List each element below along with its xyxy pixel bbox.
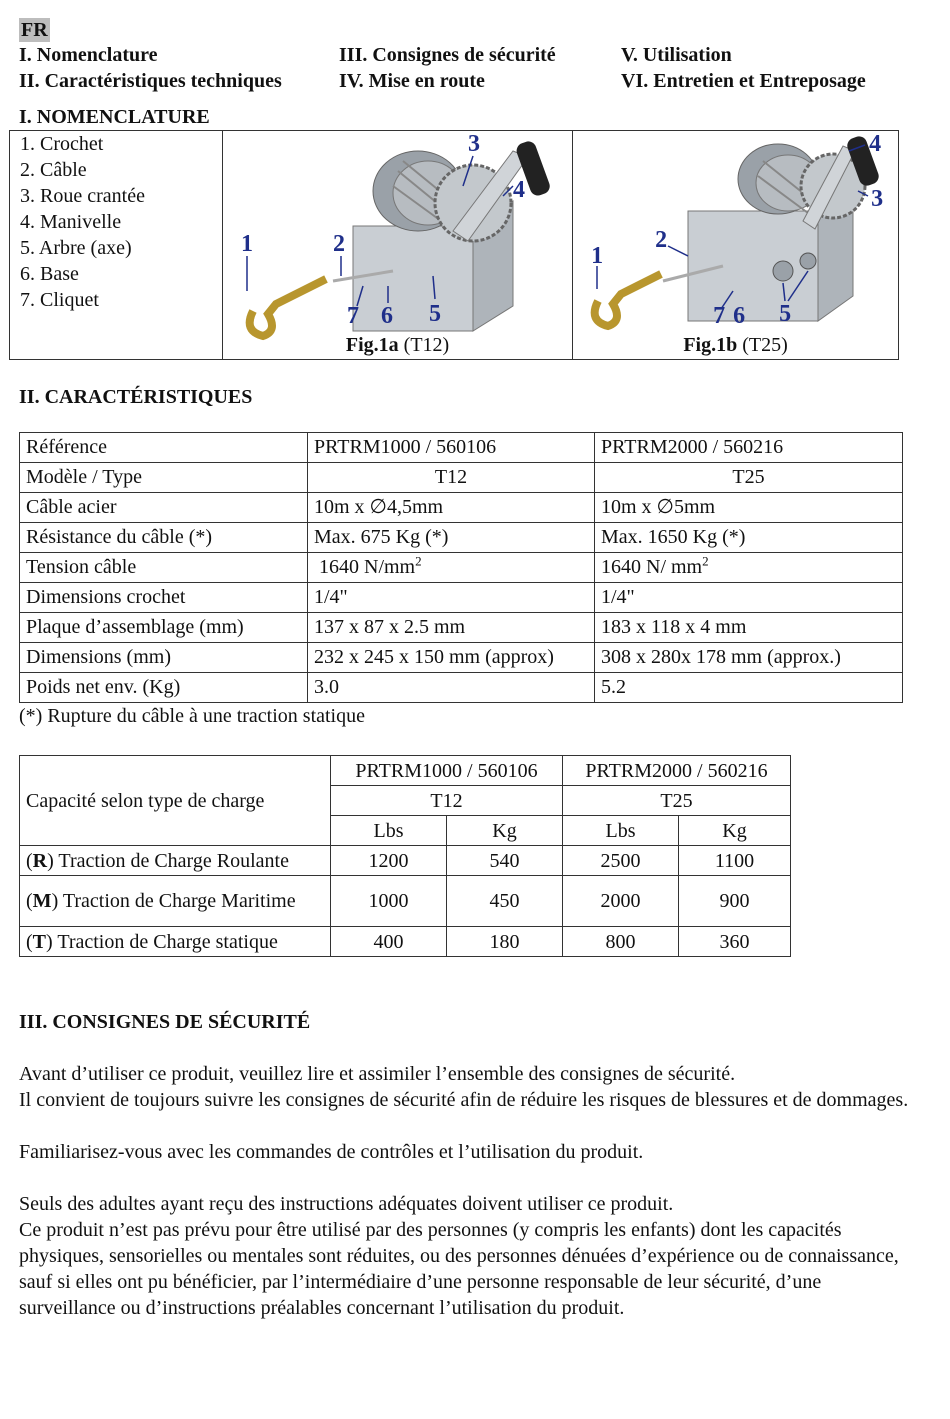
table-cell: 400 (331, 927, 447, 957)
safety-paragraph: Familiarisez-vous avec les commandes de contrôles et l’utilisation du produit. (19, 1141, 644, 1163)
table-row (20, 553, 903, 583)
callout-4: 4 (869, 131, 882, 157)
callout-4: 4 (512, 177, 525, 203)
table-row (20, 846, 791, 876)
table-cell: 900 (679, 876, 791, 927)
row-label: (M) Traction de Charge Maritime (20, 876, 331, 927)
load-label: ) Traction de Charge Maritime (51, 890, 296, 912)
table-cell: Tension câble (20, 553, 308, 583)
table-cell: Câble acier (20, 493, 308, 523)
table-cell: 1/4" (595, 583, 903, 613)
table-row (20, 643, 903, 673)
table-cell: 450 (447, 876, 563, 927)
callout-1: 1 (591, 243, 604, 269)
table-cell: Résistance du câble (*) (20, 523, 308, 553)
figure-1b-caption (573, 334, 898, 357)
safety-title: III. CONSIGNES DE SÉCURITÉ (19, 1011, 311, 1033)
table-of-contents (19, 42, 909, 94)
parts-list (10, 131, 223, 360)
table-row (20, 756, 791, 786)
table-cell (595, 553, 903, 583)
table-cell: 10m x ∅5mm (595, 493, 903, 523)
table-row (20, 613, 903, 643)
specifications-table (19, 432, 903, 703)
table-cell: 1100 (679, 846, 791, 876)
table-cell: 2500 (563, 846, 679, 876)
capacity-label: Capacité selon type de charge (20, 756, 331, 846)
part-item: 2. Câble (20, 159, 87, 181)
toc-item: I. Nomenclature (19, 44, 158, 66)
footnote: (*) Rupture du câble à une traction statique (19, 705, 365, 727)
table-cell: Modèle / Type (20, 463, 308, 493)
paragraph-line: Ce produit n’est pas prévu pour être utilisé par des personnes (y compris les enfants) dont les capacités physiques, sensorielles ou mentales sont réduites, ou des personnes dénuées d’expérience ou de connaissance, sauf si elles ont pu bénéficier, par l’intermédiaire d’une personne responsable de leur sécurité, d’une surveillance ou d’instructions préalables concernant l’utilisation du produit. (19, 1219, 899, 1319)
superscript: 2 (415, 553, 422, 569)
figure-model: (T12) (403, 334, 450, 356)
table-cell: Dimensions crochet (20, 583, 308, 613)
callout-6: 6 (733, 303, 746, 329)
toc-item: VI. Entretien et Entreposage (621, 70, 866, 92)
document-page (19, 18, 909, 1321)
table-cell: 10m x ∅4,5mm (308, 493, 595, 523)
table-cell: 800 (563, 927, 679, 957)
table-cell: 232 x 245 x 150 mm (approx) (308, 643, 595, 673)
load-label: ) Traction de Charge Roulante (47, 849, 289, 872)
callout-6: 6 (380, 303, 393, 329)
toc-item: V. Utilisation (621, 44, 732, 66)
table-row (20, 927, 791, 957)
capacity-table (19, 755, 791, 957)
unit-header: Lbs (331, 816, 447, 846)
table-cell: Référence (20, 433, 308, 463)
table-cell: 308 x 280x 178 mm (approx.) (595, 643, 903, 673)
table-cell: T12 (308, 463, 595, 493)
load-code: M (32, 890, 52, 912)
table-cell: 1/4" (308, 583, 595, 613)
table-cell: 137 x 87 x 2.5 mm (308, 613, 595, 643)
unit-header: Kg (447, 816, 563, 846)
callout-2: 2 (332, 231, 345, 257)
nomenclature-title: I. NOMENCLATURE (19, 106, 210, 128)
table-cell: T25 (595, 463, 903, 493)
load-label: ) Traction de Charge statique (46, 930, 278, 953)
part-item: 3. Roue crantée (20, 185, 145, 207)
row-label: (R) Traction de Charge Roulante (20, 846, 331, 876)
safety-paragraph (19, 1191, 909, 1321)
winch-t12-illustration (223, 131, 581, 359)
callout-7: 7 (713, 303, 726, 329)
table-cell: 180 (447, 927, 563, 957)
part-item: 5. Arbre (axe) (20, 237, 132, 259)
table-row (20, 876, 791, 927)
figure-1b (573, 131, 898, 359)
paragraph-line: Seuls des adultes ayant reçu des instructions adéquates doivent utiliser ce produit. (19, 1193, 674, 1215)
table-cell: 1200 (331, 846, 447, 876)
cell-text: 1640 N/mm (314, 556, 416, 578)
table-cell: Poids net env. (Kg) (20, 673, 308, 703)
safety-paragraph (19, 1061, 909, 1113)
figure-label: Fig.1a (345, 334, 399, 356)
cell-text: 1640 N/ mm (601, 556, 703, 578)
figure-model: (T25) (742, 334, 788, 356)
callout-2: 2 (655, 227, 668, 253)
type-header: T12 (331, 786, 563, 816)
table-cell: 360 (679, 927, 791, 957)
type-header: T25 (563, 786, 791, 816)
table-cell: 5.2 (595, 673, 903, 703)
table-cell: PRTRM1000 / 560106 (308, 433, 595, 463)
part-item: 6. Base (20, 263, 79, 285)
callout-5: 5 (428, 301, 441, 327)
callout-1: 1 (240, 231, 253, 257)
specifications-title: II. CARACTÉRISTIQUES (19, 386, 253, 408)
table-row (20, 463, 903, 493)
toc-item: IV. Mise en route (339, 70, 485, 92)
row-label: (T) Traction de Charge statique (20, 927, 331, 957)
callout-3: 3 (467, 131, 480, 157)
nomenclature-table (9, 130, 899, 360)
table-cell: Plaque d’assemblage (mm) (20, 613, 308, 643)
part-item: 7. Cliquet (20, 289, 99, 311)
table-row (20, 523, 903, 553)
table-cell: 540 (447, 846, 563, 876)
figure-1a-cell (222, 131, 572, 360)
ref-header: PRTRM1000 / 560106 (331, 756, 563, 786)
callout-7: 7 (346, 303, 359, 329)
callout-3: 3 (871, 186, 884, 212)
callout-5: 5 (779, 301, 792, 327)
table-cell: Max. 675 Kg (*) (308, 523, 595, 553)
table-row (20, 673, 903, 703)
unit-header: Lbs (563, 816, 679, 846)
part-item: 4. Manivelle (20, 211, 122, 233)
figure-label: Fig.1b (683, 334, 738, 356)
paragraph-line: Avant d’utiliser ce produit, veuillez lire et assimiler l’ensemble des consignes de sécurité. (19, 1063, 736, 1085)
part-item: 1. Crochet (20, 133, 104, 155)
table-cell (308, 553, 595, 583)
toc-item: II. Caractéristiques techniques (19, 70, 282, 92)
language-label: FR (21, 19, 48, 41)
load-code: T (32, 930, 47, 953)
table-cell: 183 x 118 x 4 mm (595, 613, 903, 643)
toc-item: III. Consignes de sécurité (339, 44, 556, 66)
figure-1a (223, 131, 572, 359)
load-code: R (32, 849, 48, 872)
table-cell: Max. 1650 Kg (*) (595, 523, 903, 553)
figure-1b-cell (573, 131, 899, 360)
table-cell: 1000 (331, 876, 447, 927)
unit-header: Kg (679, 816, 791, 846)
table-cell: 2000 (563, 876, 679, 927)
table-row (20, 583, 903, 613)
paragraph-line: Il convient de toujours suivre les consignes de sécurité afin de réduire les risques de blessures et de dommages. (19, 1089, 909, 1111)
figure-1a-caption (223, 334, 572, 357)
table-row (20, 493, 903, 523)
table-cell: Dimensions (mm) (20, 643, 308, 673)
table-cell: 3.0 (308, 673, 595, 703)
table-row (20, 433, 903, 463)
ref-header: PRTRM2000 / 560216 (563, 756, 791, 786)
superscript: 2 (702, 553, 709, 569)
table-cell: PRTRM2000 / 560216 (595, 433, 903, 463)
